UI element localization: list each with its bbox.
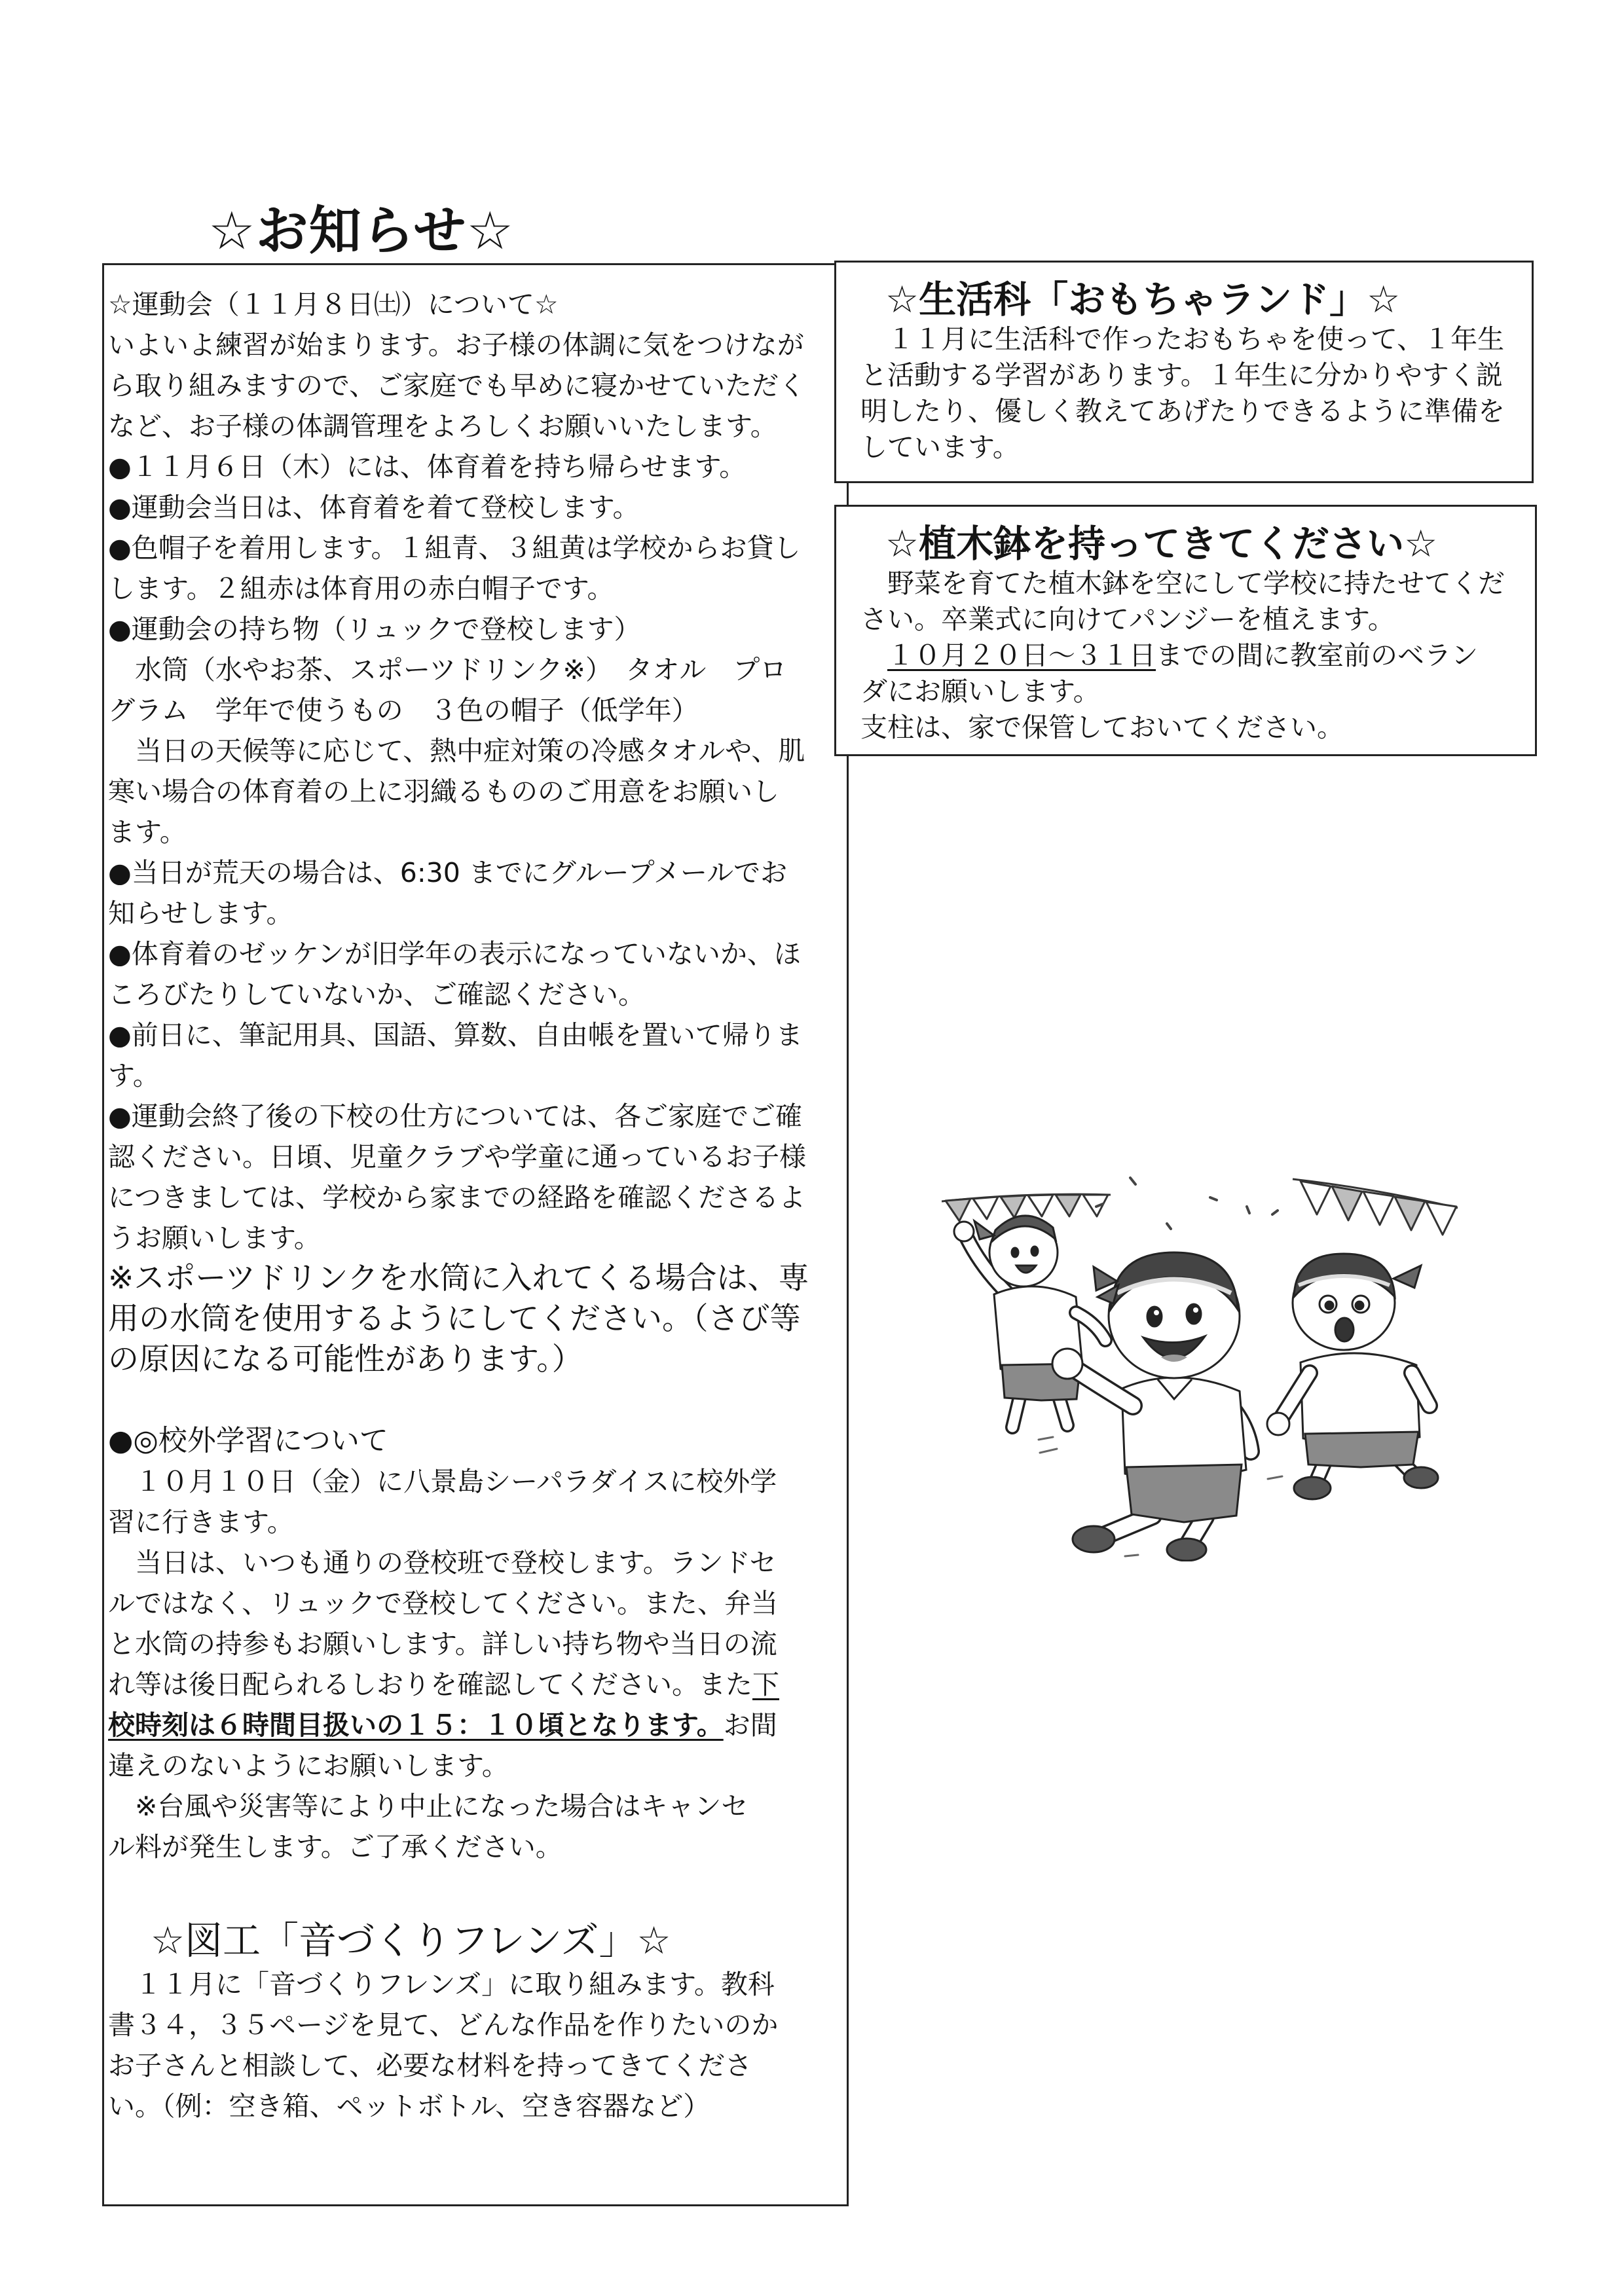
sports-day-line: ら取り組みますので、ご家庭でも早めに寝かせていただく — [108, 370, 806, 401]
sports-day-line: 寒い場合の体育着の上に羽織るもののご用意をお願いし — [108, 776, 779, 807]
art-class-line: い。（例：空き箱、ペットボトル、空き容器など） — [108, 2090, 710, 2122]
sports-day-line: 知らせします。 — [108, 898, 293, 929]
field-trip-line: ルではなく、リュックで登校してください。また、弁当 — [108, 1588, 778, 1619]
sports-drink-note-line: ※スポーツドリンクを水筒に入れてくる場合は、専 — [108, 1260, 809, 1296]
sports-day-heading: ☆運動会（１１月８日㈯）について☆ — [108, 289, 559, 320]
sports-day-line: いよいよ練習が始まります。お子様の体調に気をつけなが — [108, 329, 804, 361]
section-spacer — [108, 1380, 847, 1421]
sports-day-line: ●色帽子を着用します。１組青、３組黄は学校からお貸し — [108, 532, 801, 564]
flower-pot-line: ダにお願いします。 — [860, 676, 1100, 707]
field-trip-line: 違えのないようにお願いします。 — [108, 1750, 509, 1781]
flower-pot-heading: ☆植木鉢を持ってきてください☆ — [885, 522, 1438, 566]
sports-day-line: ころびたりしていないか、ご確認ください。 — [108, 979, 645, 1010]
life-studies-line: と活動する学習があります。１年生に分かりやすく説 — [860, 359, 1503, 391]
life-studies-box — [834, 261, 1534, 483]
running-children-illustration — [942, 1169, 1459, 1561]
sports-day-line: す。 — [108, 1060, 160, 1091]
page-title: ☆お知らせ☆ — [208, 200, 515, 261]
sports-day-line: ●運動会終了後の下校の仕方については、各ご家庭でご確 — [108, 1101, 802, 1132]
sports-day-line: 認ください。日頃、児童クラブや学童に通っているお子様 — [108, 1141, 806, 1173]
field-trip-heading: ●◎校外学習について — [108, 1424, 388, 1457]
sports-day-line: など、お子様の体調管理をよろしくお願いいたします。 — [108, 410, 777, 442]
sports-day-line: うお願いします。 — [108, 1222, 321, 1254]
sports-day-line: ●体育着のゼッケンが旧学年の表示になっていないか、ほ — [108, 938, 801, 970]
art-class-line: お子さんと相談して、必要な材料を持ってきてくださ — [108, 2050, 752, 2081]
child-right-head — [1293, 1254, 1421, 1350]
line-text: までの間に教室前のベラン — [1156, 640, 1478, 671]
life-studies-heading: ☆生活科「おもちゃランド」☆ — [885, 278, 1401, 321]
art-class-line: 書３４，３５ページを見て、どんな作品を作りたいのか — [108, 2009, 779, 2041]
field-trip-return-time-line — [108, 1664, 847, 1705]
confetti — [1096, 1178, 1278, 1229]
sports-day-line: ●運動会の持ち物（リュックで登校します） — [108, 613, 641, 645]
child-center — [1052, 1252, 1251, 1561]
child-center-head — [1094, 1252, 1240, 1378]
line-text: お間 — [723, 1709, 777, 1741]
period-dates: １０月２０日～３１日 — [887, 640, 1156, 671]
child-right — [1267, 1254, 1438, 1499]
life-studies-line: 明したり、優しく教えてあげたりできるように準備を — [860, 395, 1505, 427]
field-trip-line: ル料が発生します。ご了承ください。 — [108, 1831, 563, 1863]
sports-day-line: します。２組赤は体育用の赤白帽子です。 — [108, 573, 614, 604]
field-trip-line: １０月１０日（金）に八景島シーパラダイスに校外学 — [108, 1466, 777, 1497]
flower-pot-line: 野菜を育てた植木鉢を空にして学校に持たせてくだ — [860, 568, 1505, 599]
art-class-heading: ☆図工「音づくりフレンズ」☆ — [151, 1918, 671, 1963]
sports-day-line: ●運動会当日は、体育着を着て登校します。 — [108, 492, 640, 523]
sports-day-line: ●当日が荒天の場合は、6:30 までにグループメールでお — [108, 857, 788, 888]
sports-day-line: 水筒（水やお茶、スポーツドリンク※） タオル プロ — [108, 654, 787, 685]
field-trip-line: と水筒の持参もお願いします。詳しい持ち物や当日の流 — [108, 1628, 777, 1660]
bunting-right — [1293, 1179, 1458, 1235]
section-spacer — [108, 1867, 847, 1917]
sports-day-line: 当日の天候等に応じて、熱中症対策の冷感タオルや、肌 — [108, 735, 805, 767]
return-time-emphasis: 校時刻は６時間目扱いの１５：１０頃となります。 — [108, 1709, 724, 1741]
child-left — [954, 1216, 1105, 1427]
flower-pot-period-line — [860, 638, 1535, 674]
sports-day-line: ●前日に、筆記用具、国語、算数、自由帳を置いて帰りま — [108, 1019, 803, 1051]
flower-pot-box — [834, 505, 1537, 756]
life-studies-line: １１月に生活科で作ったおもちゃを使って、１年生 — [860, 323, 1505, 355]
sports-day-line: ます。 — [108, 816, 187, 848]
underlined-text: 下 — [752, 1669, 779, 1700]
life-studies-line: しています。 — [860, 431, 1020, 463]
sports-drink-note-line: 用の水筒を使用するようにしてください。（さび等 — [108, 1301, 801, 1337]
line-text: れ等は後日配られるしおりを確認してください。また — [108, 1669, 752, 1700]
sports-day-line: グラム 学年で使うもの ３色の帽子（低学年） — [108, 695, 699, 726]
sports-day-line: につきましては、学校から家までの経路を確認くださるよ — [108, 1182, 806, 1213]
sports-drink-note-line: の原因になる可能性があります。） — [108, 1341, 583, 1377]
sports-day-line: ●１１月６日（木）には、体育着を持ち帰らせます。 — [108, 451, 747, 483]
art-class-line: １１月に「音づくりフレンズ」に取り組みます。教科 — [108, 1969, 775, 2000]
flower-pot-line: さい。卒業式に向けてパンジーを植えます。 — [860, 604, 1395, 635]
field-trip-line: ※台風や災害等により中止になった場合はキャンセ — [108, 1791, 748, 1822]
field-trip-line: 当日は、いつも通りの登校班で登校します。ランドセ — [108, 1547, 777, 1578]
field-trip-return-time-line — [108, 1705, 847, 1745]
field-trip-line: 習に行きます。 — [108, 1506, 294, 1538]
flower-pot-line: 支柱は、家で保管しておいてください。 — [860, 712, 1344, 743]
notice-box — [102, 263, 849, 2206]
